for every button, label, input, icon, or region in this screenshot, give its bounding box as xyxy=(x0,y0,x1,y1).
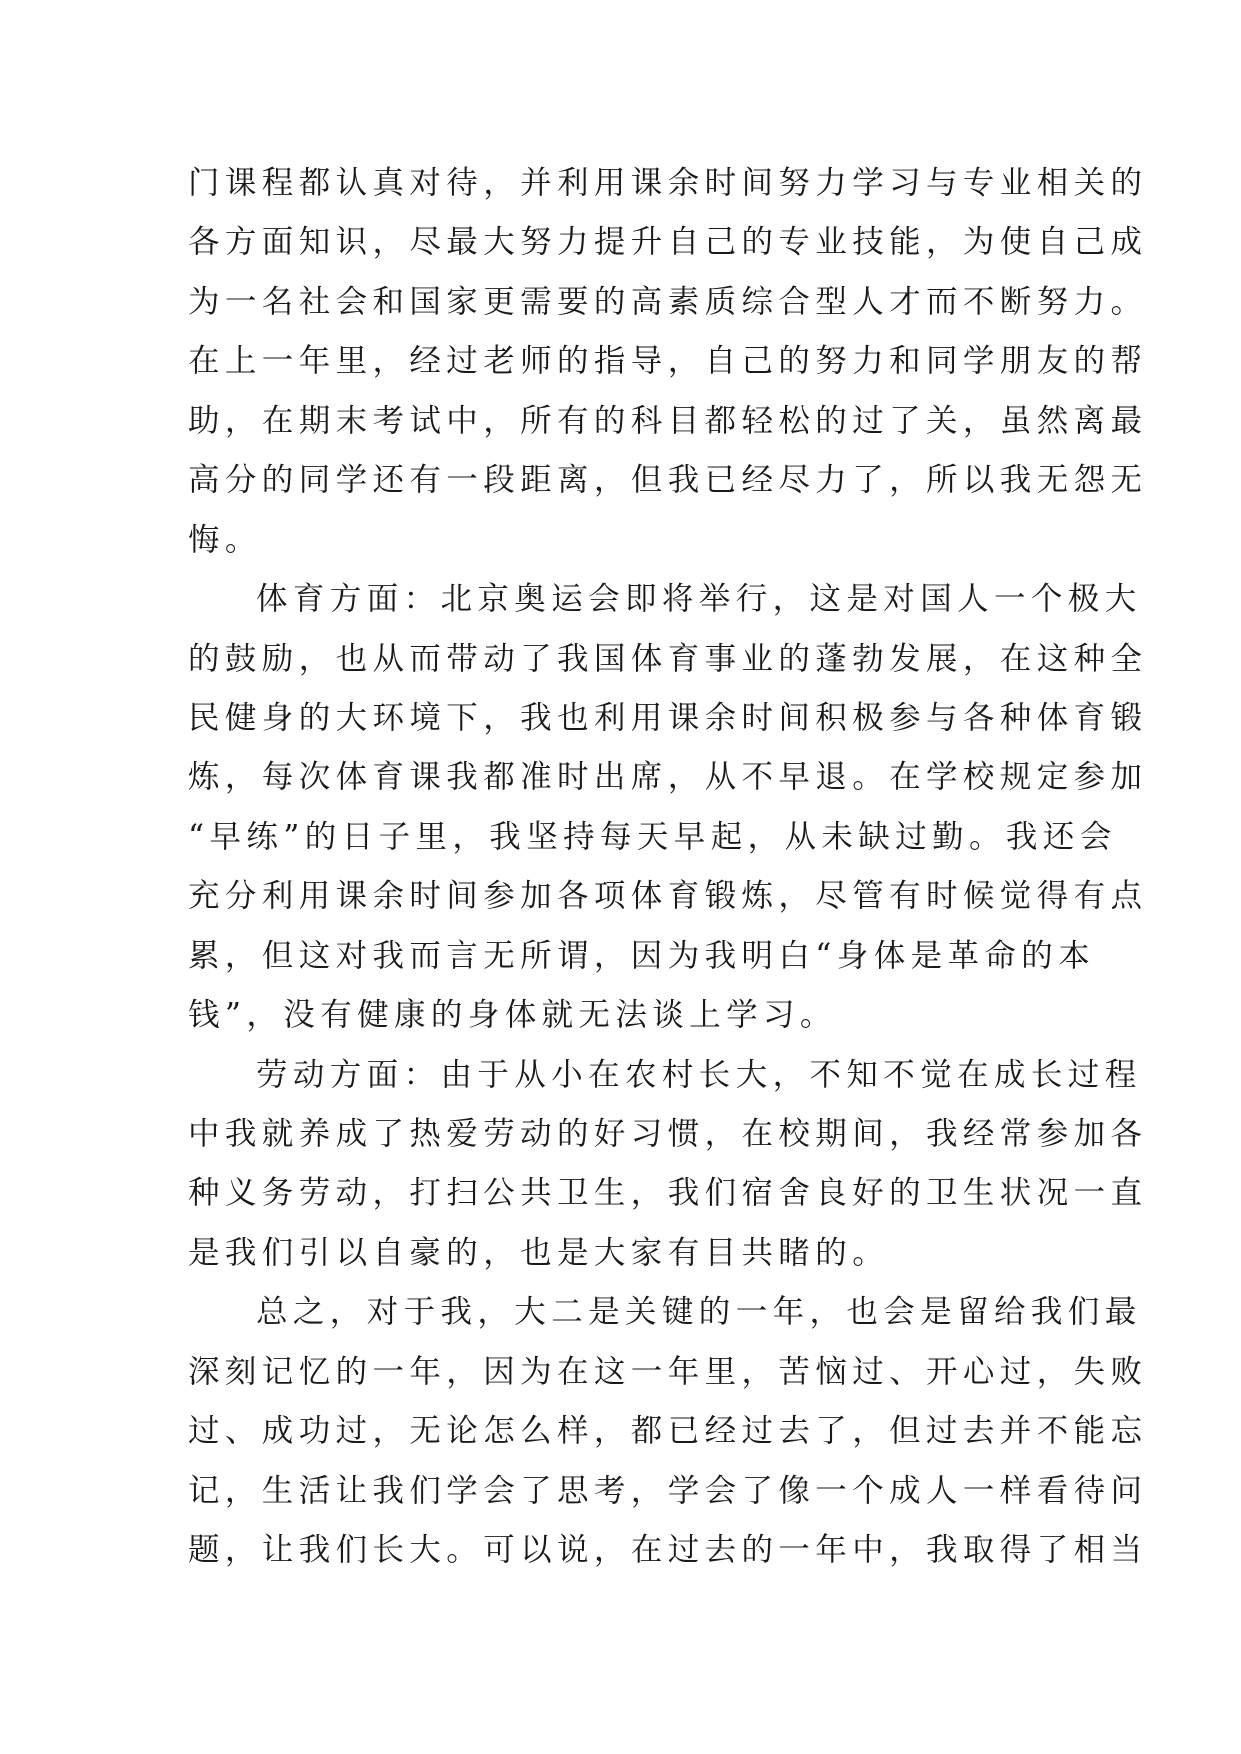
paragraph-start-line: 总之，对于我，大二是关键的一年，也会是留给我们最 xyxy=(256,1294,1142,1331)
text-line: 过、成功过，无论怎么样，都已经过去了，但过去并不能忘 xyxy=(188,1413,1148,1450)
text-line: 炼，每次体育课我都准时出席，从不早退。在学校规定参加 xyxy=(188,759,1148,796)
text-line: 的鼓励，也从而带动了我国体育事业的蓬勃发展，在这种全 xyxy=(188,640,1148,677)
text-line: 种义务劳动，打扫公共卫生，我们宿舍良好的卫生状况一直 xyxy=(188,1175,1148,1212)
text-line: 助，在期末考试中，所有的科目都轻松的过了关，虽然离最 xyxy=(188,402,1148,439)
text-line: 深刻记忆的一年，因为在这一年里，苦恼过、开心过，失败 xyxy=(188,1353,1148,1390)
text-line: 充分利用课余时间参加各项体育锻炼，尽管有时候觉得有点 xyxy=(188,878,1148,915)
text-line: 累，但这对我而言无所谓，因为我明白“身体是革命的本 xyxy=(188,937,1096,974)
text-line: 是我们引以自豪的，也是大家有目共睹的。 xyxy=(188,1234,890,1271)
paragraph-start-line: 体育方面：北京奥运会即将举行，这是对国人一个极大 xyxy=(256,581,1142,618)
text-line: “早练”的日子里，我坚持每天早起，从未缺过勤。我还会 xyxy=(188,818,1117,855)
paragraph-start-line: 劳动方面：由于从小在农村长大，不知不觉在成长过程 xyxy=(256,1056,1142,1093)
text-line: 中我就养成了热爱劳动的好习惯，在校期间，我经常参加各 xyxy=(188,1116,1148,1152)
text-line: 在上一年里，经过老师的指导，自己的努力和同学朋友的帮 xyxy=(188,343,1148,380)
text-line: 题，让我们长大。可以说，在过去的一年中，我取得了相当 xyxy=(188,1532,1148,1569)
text-line: 悔。 xyxy=(188,521,262,558)
text-line: 各方面知识，尽最大努力提升自己的专业技能，为使自己成 xyxy=(188,224,1148,261)
text-line: 钱”，没有健康的身体就无法谈上学习。 xyxy=(188,997,837,1034)
text-line: 民健身的大环境下，我也利用课余时间积极参与各种体育锻 xyxy=(188,699,1148,736)
body-text xyxy=(188,154,1148,1581)
text-line: 门课程都认真对待，并利用课余时间努力学习与专业相关的 xyxy=(188,165,1148,201)
text-line: 为一名社会和国家更需要的高素质综合型人才而不断努力。 xyxy=(188,283,1148,320)
text-line: 高分的同学还有一段距离，但我已经尽力了，所以我无怨无 xyxy=(188,462,1148,499)
text-line: 记，生活让我们学会了思考，学会了像一个成人一样看待问 xyxy=(188,1472,1148,1509)
